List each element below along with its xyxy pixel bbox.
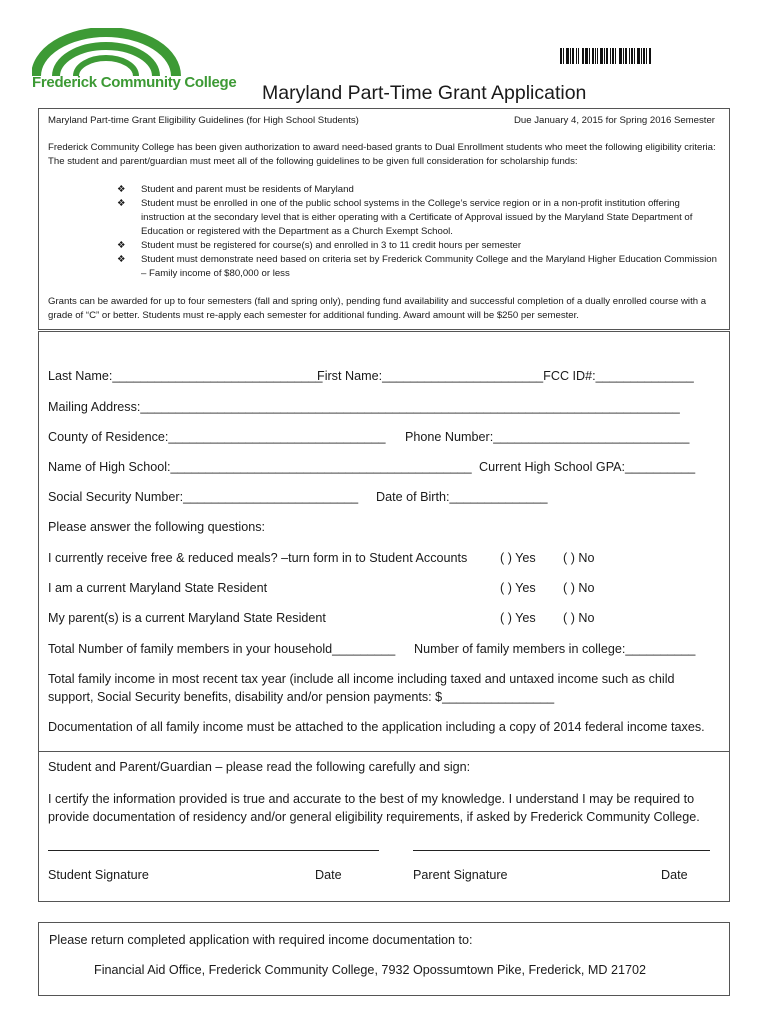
dob-field[interactable]: Date of Birth:______________ (376, 490, 548, 504)
parent-resident-no-option[interactable]: ( ) No (563, 611, 595, 625)
certification-text: I certify the information provided is true and accurate to the best of my knowledge. I understand I may be required to provide documentation of residency and/or general eligibility requirements, if asked by Frederick Community College. (48, 792, 700, 824)
diamond-bullet-icon: ❖ (117, 184, 126, 195)
diamond-bullet-icon: ❖ (117, 254, 126, 265)
eligibility-intro: Frederick Community College has been given authorization to award need-based grants to Dual Enrollment students who meet the following eligibility criteria: The student and parent/guardian must meet all of the following guidelines to be given full consideration for scholarship funds: (48, 142, 716, 167)
eligibility-list (117, 183, 717, 281)
logo-arcs-icon (32, 28, 192, 78)
student-resident-yes-option[interactable]: ( ) Yes (500, 581, 536, 595)
diamond-bullet-icon: ❖ (117, 198, 126, 209)
diamond-bullet-icon: ❖ (117, 240, 126, 251)
return-instruction: Please return completed application with required income documentation to: (49, 933, 473, 947)
grants-note: Grants can be awarded for up to four semesters (fall and spring only), pending fund availability and successful completion of a dually enrolled course with a grade of “C” or better. Students must re-apply each semester for additional funding. Award amount will be $250 per semester. (48, 296, 707, 321)
student-signature-label: Student Signature (48, 868, 149, 882)
high-school-field[interactable]: Name of High School:___________________________________________ (48, 460, 472, 474)
question-student-resident: I am a current Maryland State Resident (48, 581, 268, 595)
income-field[interactable]: support, Social Security benefits, disability and/or pension payments: $________________ (48, 690, 555, 704)
parent-signature-line[interactable] (413, 850, 710, 851)
mailing-address-field[interactable]: Mailing Address:_____________________________________________________________________________ (48, 400, 680, 414)
eligibility-heading: Maryland Part-time Grant Eligibility Guidelines (for High School Students) (48, 115, 359, 126)
return-instructions-section (38, 922, 730, 996)
ssn-field[interactable]: Social Security Number:_________________________ (48, 490, 359, 504)
parent-resident-yes-option[interactable]: ( ) Yes (500, 611, 536, 625)
student-signature-line[interactable] (48, 850, 379, 851)
first-name-fcc-id-field[interactable]: First Name:_______________________FCC ID#:______________ (317, 369, 694, 383)
question-parent-resident: My parent(s) is a current Maryland State Resident (48, 611, 326, 625)
college-logo (32, 28, 237, 100)
college-name: Frederick Community College (32, 74, 237, 91)
parent-signature-label: Parent Signature (413, 868, 508, 882)
list-item: ❖ Student must be registered for course(s) and enrolled in 3 to 11 credit hours per semester (117, 240, 522, 251)
signature-intro: Student and Parent/Guardian – please read the following carefully and sign: (48, 760, 471, 774)
question-meals: I currently receive free & reduced meals? –turn form in to Student Accounts (48, 551, 468, 565)
income-question-line1: Total family income in most recent tax year (include all income including taxed and untaxed income such as child (48, 672, 675, 686)
county-field[interactable]: County of Residence:_______________________________ (48, 430, 386, 444)
parent-date-label: Date (661, 868, 688, 882)
documentation-note: Documentation of all family income must be attached to the application including a copy of 2014 federal income taxes. (48, 720, 705, 734)
meals-yes-option[interactable]: ( ) Yes (500, 551, 536, 565)
household-members-field[interactable]: Total Number of family members in your household_________ (48, 642, 396, 656)
list-item: ❖ Student must demonstrate need based on criteria set by Frederick Community College and the Maryland Higher Education Commission – Family income of $80,000 or less (117, 254, 717, 279)
last-name-field[interactable]: Last Name:______________________________ (48, 369, 323, 383)
section-divider (38, 751, 730, 752)
gpa-field[interactable]: Current High School GPA:__________ (479, 460, 696, 474)
meals-no-option[interactable]: ( ) No (563, 551, 595, 565)
due-date: Due January 4, 2015 for Spring 2016 Semester (513, 115, 715, 126)
barcode (560, 48, 664, 64)
family-in-college-field[interactable]: Number of family members in college:__________ (414, 642, 696, 656)
return-address: Financial Aid Office, Frederick Community College, 7932 Opossumtown Pike, Frederick, MD 21702 (94, 963, 647, 977)
list-item: ❖ Student must be enrolled in one of the public school systems in the College’s service region or in a non-profit institution offering instruction at the secondary level that is either operating with a Certificate of Approval issued by the Maryland State Department of Education or registered with the Department as a Church Exempt School. (117, 198, 693, 237)
list-item: ❖ Student and parent must be residents of Maryland (117, 184, 354, 195)
eligibility-section (38, 108, 730, 330)
student-resident-no-option[interactable]: ( ) No (563, 581, 595, 595)
page-title: Maryland Part-Time Grant Application (262, 82, 587, 104)
questions-intro: Please answer the following questions: (48, 520, 266, 534)
student-date-label: Date (315, 868, 342, 882)
phone-field[interactable]: Phone Number:____________________________ (405, 430, 690, 444)
